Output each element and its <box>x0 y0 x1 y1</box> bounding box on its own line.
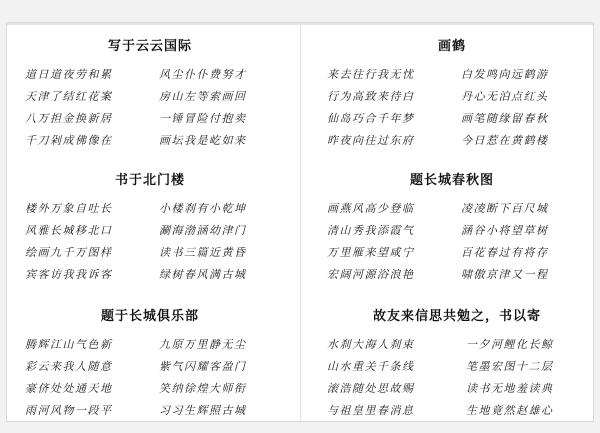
poem-title: 故友来信思共勉之，书以寄 <box>372 309 541 324</box>
poem-1 <box>25 35 275 148</box>
poem-line: 笑纳徐煌大师衔 <box>159 382 247 395</box>
poem-line: 宏阔河源浴浪艳 <box>327 268 415 281</box>
poem-line: 今日惹在黄鹤楼 <box>461 134 549 147</box>
poem-title: 写于云云国际 <box>107 39 192 54</box>
poem-line: 涵谷小将望草树 <box>461 224 549 237</box>
poem-line: 清山秀我添霞气 <box>327 224 415 237</box>
poem-line: 与祖皇里春消息 <box>327 404 415 417</box>
poem-line: 雨河风物一段平 <box>25 404 113 417</box>
poem-line: 画笔随缘留春秋 <box>461 112 549 125</box>
poem-2 <box>327 35 577 148</box>
poem-line: 风雅长城移北口 <box>25 224 113 237</box>
poem-line: 一夕河鲤化长鲸 <box>466 338 554 351</box>
poem-line: 八万担金换新居 <box>25 112 113 125</box>
poem-line: 紫气闪耀客盈门 <box>159 360 247 373</box>
poem-line: 绿树春风满古城 <box>159 268 247 281</box>
poem-line: 风尘仆仆费努才 <box>159 68 247 81</box>
poem-line: 百花春过有将存 <box>461 246 549 259</box>
poem-line: 丹心无泊点红头 <box>461 90 549 103</box>
poem-line: 彩云来我人随意 <box>25 360 113 373</box>
poem-line: 习习生辉照古城 <box>159 404 247 417</box>
poem-line: 昨夜向往过东府 <box>327 134 415 147</box>
poem-line: 一锤冒险付抱卖 <box>159 112 247 125</box>
poem-line: 豪侪处处通天地 <box>25 382 113 395</box>
poem-line: 腾辉江山气色新 <box>25 338 113 351</box>
poem-line: 涮海渤涵幼津门 <box>159 224 247 237</box>
poem-line: 房山左等索画回 <box>159 90 247 103</box>
poem-3 <box>25 169 275 282</box>
poem-line: 读书三篇近黄昏 <box>159 246 247 259</box>
poem-line: 笔墨宏图十二层 <box>466 360 554 373</box>
poem-line: 水刹大海人刹束 <box>327 338 415 351</box>
poem-line: 宾客访我我诉客 <box>25 268 113 281</box>
poem-line: 来去往行我无忧 <box>327 68 415 81</box>
book-spread <box>6 22 594 422</box>
poem-line: 天津了结红花案 <box>25 90 113 103</box>
poem-line: 啸傲京津又一程 <box>461 268 549 281</box>
poem-title: 书于北门楼 <box>114 173 185 188</box>
poem-line: 滚浩随处思故赐 <box>327 382 415 395</box>
poem-title: 题长城春秋图 <box>409 173 494 188</box>
poem-title: 画鹤 <box>437 39 466 54</box>
poem-line: 小楼刹有小乾坤 <box>159 202 247 215</box>
poem-5 <box>25 305 275 418</box>
poem-4 <box>327 169 577 282</box>
poem-line: 读书无地羞读典 <box>466 382 554 395</box>
poem-line: 行为高致来待白 <box>327 90 415 103</box>
poem-6 <box>327 305 587 418</box>
poem-line: 楼外万象自吐长 <box>25 202 113 215</box>
poem-line: 仙岛巧合千年梦 <box>327 112 415 125</box>
poem-line: 凌凌断下百尺城 <box>461 202 549 215</box>
poem-title: 题于长城俱乐部 <box>100 309 199 324</box>
poem-line: 千刀剁成佛像在 <box>25 134 113 147</box>
poem-line: 九原万里静无尘 <box>159 338 247 351</box>
poem-line: 生地竟然赵雄心 <box>466 404 554 417</box>
poem-line: 画坛我是屹如来 <box>159 134 247 147</box>
poem-line: 万里雁来望咸宁 <box>327 246 415 259</box>
page-spine <box>300 23 301 421</box>
poem-line: 画燕风高少登临 <box>327 202 415 215</box>
poem-line: 白发鸣向远鹤游 <box>461 68 549 81</box>
poem-line: 山水重关千条线 <box>327 360 415 373</box>
poem-line: 道日道夜劳和累 <box>25 68 113 81</box>
poem-line: 绘画九千万图样 <box>25 246 113 259</box>
